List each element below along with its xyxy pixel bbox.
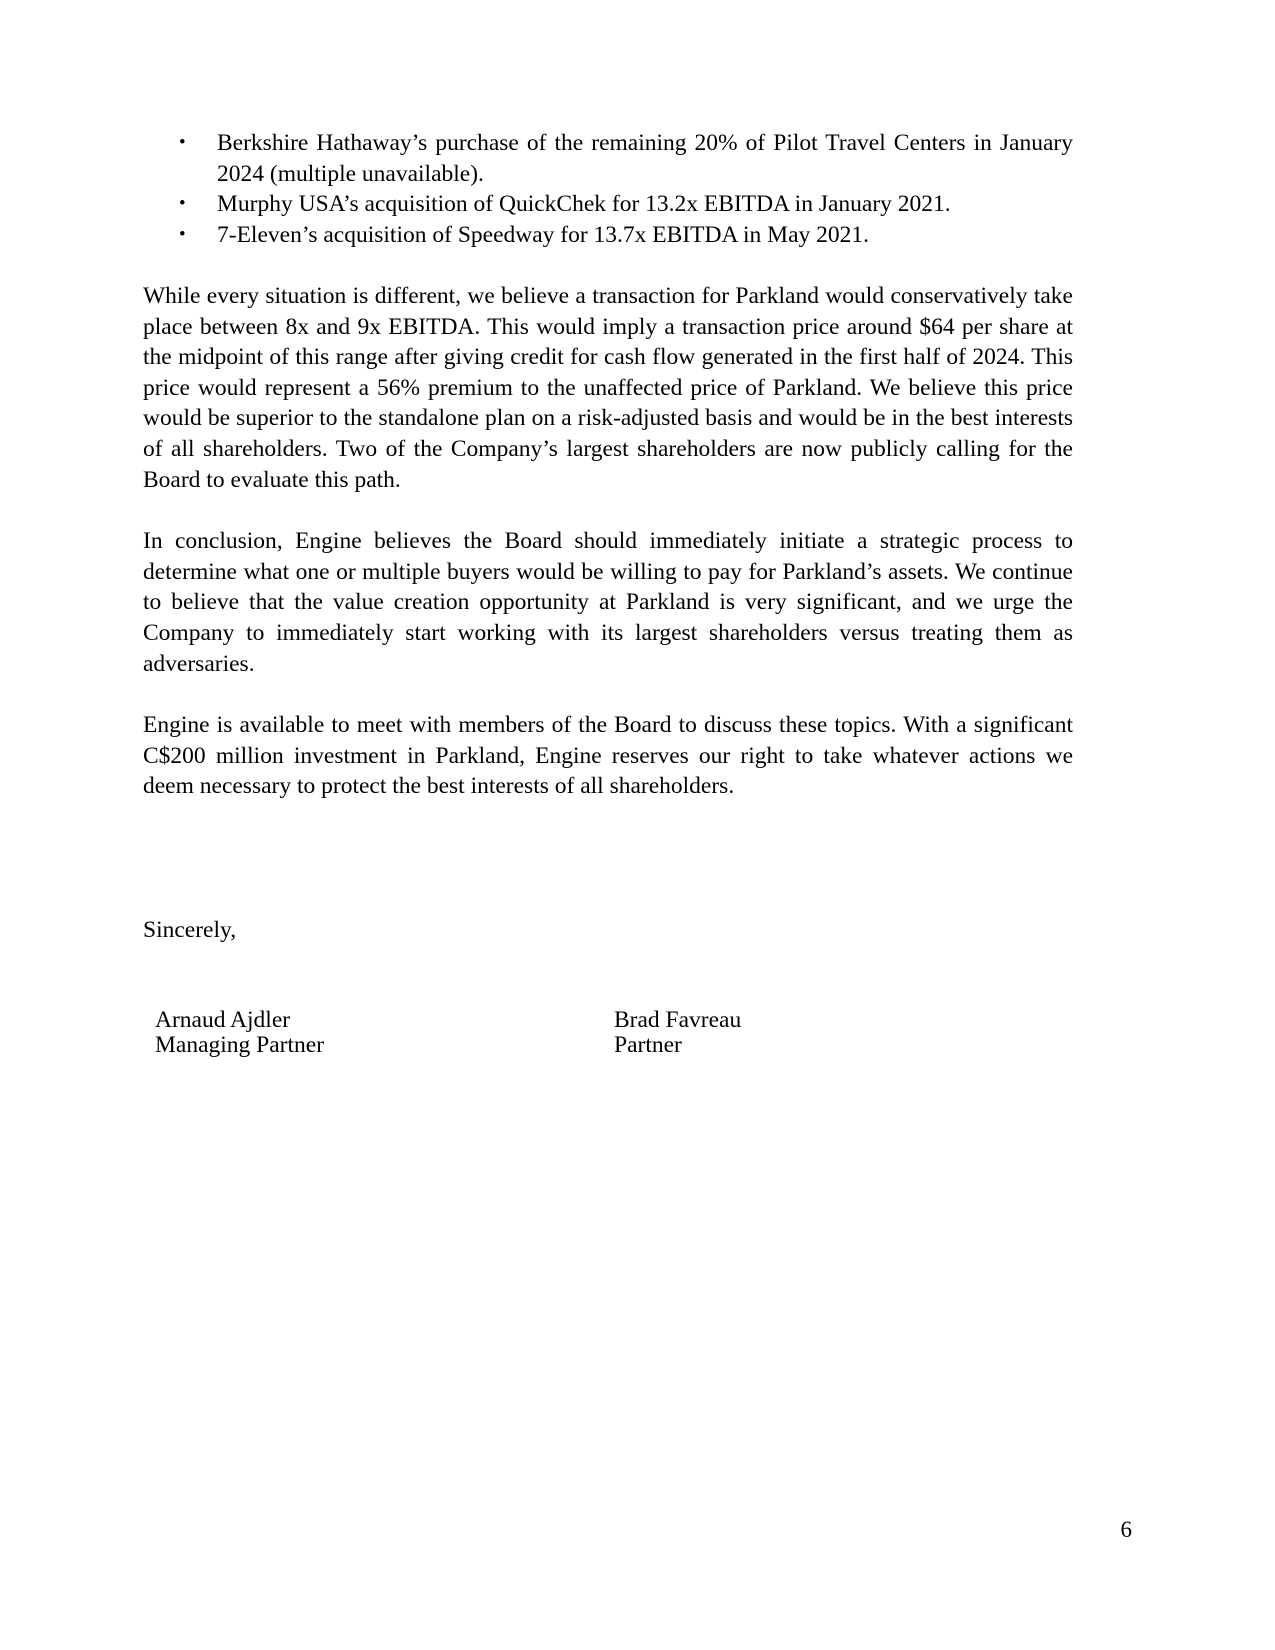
bullet-icon: •: [179, 223, 186, 245]
spacer: [143, 495, 1073, 526]
spacer: [143, 802, 1073, 915]
list-item: [143, 220, 1073, 251]
list-item-text: Murphy USA’s acquisition of QuickChek for 13.2x EBITDA in January 2021.: [217, 191, 951, 217]
letter-body: [143, 128, 1073, 1059]
spacer: [143, 946, 1073, 1008]
signatory-arnaud-ajdler: [155, 1008, 614, 1059]
paragraph-conclusion: In conclusion, Engine believes the Board should immediately initiate a strategic process to determine what one or multiple buyers would be willing to pay for Parkland’s assets. We continue to believe that the value creation opportunity at Parkland is very significant, and we urge the Company to immediately start working with its largest shareholders versus treating them as adversaries.: [143, 528, 1073, 677]
paragraph-valuation: While every situation is different, we believe a transaction for Parkland would conservatively take place between 8x and 9x EBITDA. This would imply a transaction price around $64 per share at the midpoint of this range after giving credit for cash flow generated in the first half of 2024. This price would represent a 56% premium to the unaffected price of Parkland. We believe this price would be superior to the standalone plan on a risk-adjusted basis and would be in the best interests of all shareholders. Two of the Company’s largest shareholders are now publicly calling for the Board to evaluate this path.: [143, 283, 1073, 493]
paragraph-availability: Engine is available to meet with members of the Board to discuss these topics. With a significant C$200 million investment in Parkland, Engine reserves our right to take whatever actions we deem necessary to protect the best interests of all shareholders.: [143, 712, 1073, 800]
list-item-text: Berkshire Hathaway’s purchase of the remaining 20% of Pilot Travel Centers in January 2024 (multiple unavailable).: [217, 130, 1073, 187]
signature-block: [155, 1008, 1073, 1059]
spacer: [143, 250, 1073, 281]
signatory-title: Partner: [614, 1032, 682, 1058]
signatory-name: Arnaud Ajdler: [155, 1006, 291, 1033]
page-number: 6: [1120, 1517, 1132, 1542]
closing-salutation: Sincerely,: [143, 916, 237, 943]
transaction-comparables-list: [143, 128, 1073, 250]
bullet-icon: •: [179, 132, 186, 153]
signature-names-row: [155, 1008, 1073, 1059]
list-item-text: 7-Eleven’s acquisition of Speedway for 13.7x EBITDA in May 2021.: [217, 221, 870, 248]
list-item: [143, 128, 1073, 189]
signatory-brad-favreau: [614, 1008, 1073, 1059]
spacer: [143, 679, 1073, 710]
signatory-name: Brad Favreau: [614, 1006, 742, 1033]
list-item: [143, 189, 1073, 220]
bullet-icon: •: [179, 193, 186, 214]
signatory-title: Managing Partner: [155, 1032, 325, 1058]
